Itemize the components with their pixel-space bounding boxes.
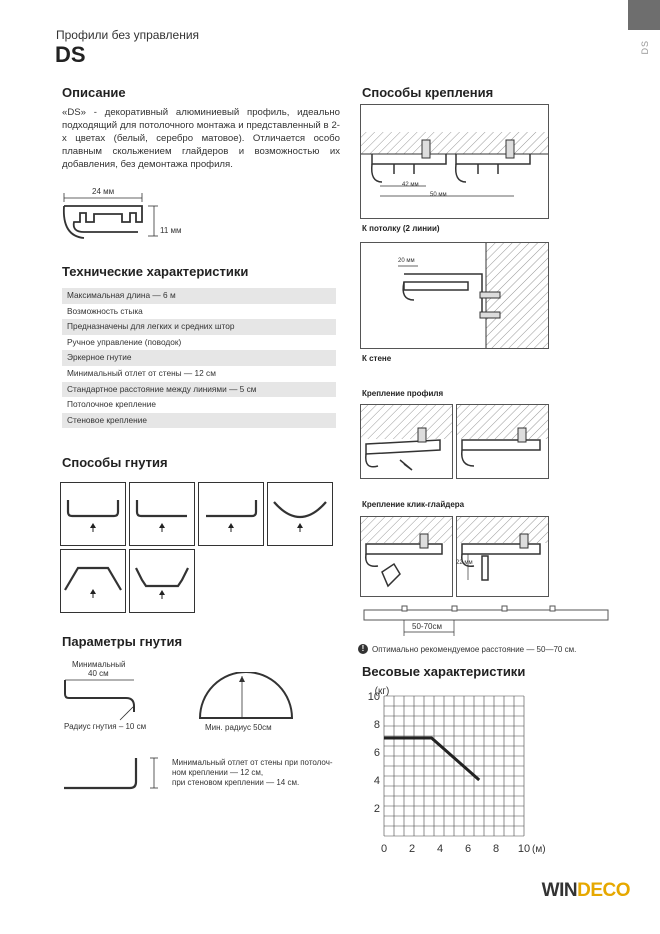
x-tick-label: 8 <box>492 843 500 855</box>
spec-row: Стандартное расстояние между линиями — 5 см <box>62 382 336 398</box>
bend-params-heading: Параметры гнутия <box>62 634 183 649</box>
spacing-note: Оптимально рекомендуемое расстояние — 50—70 см. <box>372 645 577 654</box>
spec-row: Возможность стыка <box>67 305 143 316</box>
click-glider-drawing <box>360 516 550 598</box>
bending-heading: Способы гнутия <box>62 455 168 470</box>
weight-heading: Весовые характеристики <box>362 664 526 679</box>
x-tick-label: 10 <box>517 843 531 855</box>
description-text: «DS» - декоративный алюминиевый профиль, идеально подходящий для потолочного монтажа и представленный в 2-х цветах (белый, серебро матовое). Отличается особо плавным скольжением глайдеров и возможностью их добавления, без демонтажа профиля. <box>62 107 340 170</box>
tech-heading: Технические характеристики <box>62 264 249 279</box>
y-tick-label: 4 <box>373 775 380 787</box>
category-title: Профили без управления <box>56 28 200 42</box>
offset-note-3: при стеновом креплении — 14 см. <box>172 778 300 787</box>
bend-param-drawing <box>60 676 160 726</box>
profile-width-label: 24 мм <box>92 187 115 196</box>
brand-logo <box>542 880 630 902</box>
profile-section-drawing <box>50 186 200 256</box>
x-tick-label: 2 <box>408 843 416 855</box>
spec-row: Потолочное крепление <box>67 399 156 410</box>
click-glider-caption: Крепление клик-глайдера <box>362 500 465 509</box>
spec-row: Стеновое крепление <box>62 413 336 429</box>
ceiling-caption: К потолку (2 линии) <box>362 224 440 233</box>
x-tick-label: 6 <box>464 843 472 855</box>
x-tick-label: 0 <box>380 843 388 855</box>
spacing-strip-drawing <box>360 604 610 638</box>
y-axis-label: (кг) <box>374 686 390 697</box>
logo-win: WIN <box>541 880 578 901</box>
info-icon: ! <box>358 644 368 654</box>
spec-row: Максимальная длина — 6 м <box>62 288 336 304</box>
bending-methods-grid <box>60 482 335 616</box>
weight-chart <box>360 684 550 860</box>
series-line <box>384 738 479 780</box>
page-tab <box>628 0 660 30</box>
mounting-heading: Способы крепления <box>362 85 494 100</box>
offset-drawing <box>60 756 170 794</box>
y-tick-label: 2 <box>373 803 380 815</box>
spec-row: Эркерное гнутие <box>62 350 336 366</box>
arch-drawing <box>196 672 296 728</box>
x-tick-label: 4 <box>436 843 444 855</box>
dim-20-label: 20 мм <box>398 258 415 264</box>
dim-42-label: 42 мм <box>402 182 419 188</box>
profile-mount-drawing <box>360 404 550 480</box>
spec-row: Минимальный отлет от стены — 12 см <box>67 368 216 378</box>
ceiling-mount-drawing <box>360 104 550 220</box>
wall-mount-drawing <box>360 242 550 350</box>
side-label: DS <box>640 40 650 55</box>
bend-radius-label: Радиус гнутия – 10 см <box>64 722 147 731</box>
wall-caption: К стене <box>362 354 392 363</box>
offset-note-1: Минимальный отлет от стены при потолоч- <box>172 758 333 767</box>
min-radius-label: Мин. радиус 50см <box>205 723 272 732</box>
offset-note-2: ном креплении — 12 см, <box>172 768 264 777</box>
spacing-label: 50-70см <box>412 622 442 631</box>
dim-50-label: 50 мм <box>430 192 447 198</box>
min-value: 40 см <box>88 669 109 678</box>
profile-height-label: 11 мм <box>160 226 182 235</box>
y-tick-label: 8 <box>373 719 380 731</box>
x-axis-label: (м) <box>532 844 546 855</box>
spec-row: Предназначены для легких и средних штор <box>62 319 336 335</box>
y-tick-label: 10 <box>367 691 380 703</box>
model-title: DS <box>55 42 86 67</box>
min-label: Минимальный <box>72 660 126 669</box>
spec-row: Ручное управление (поводок) <box>67 336 182 347</box>
description-heading: Описание <box>62 85 126 100</box>
logo-deco: DECO <box>577 880 630 901</box>
dim-22-label: 22 мм <box>456 560 473 566</box>
y-tick-label: 6 <box>373 747 380 759</box>
profile-mount-caption: Крепление профиля <box>362 389 444 398</box>
